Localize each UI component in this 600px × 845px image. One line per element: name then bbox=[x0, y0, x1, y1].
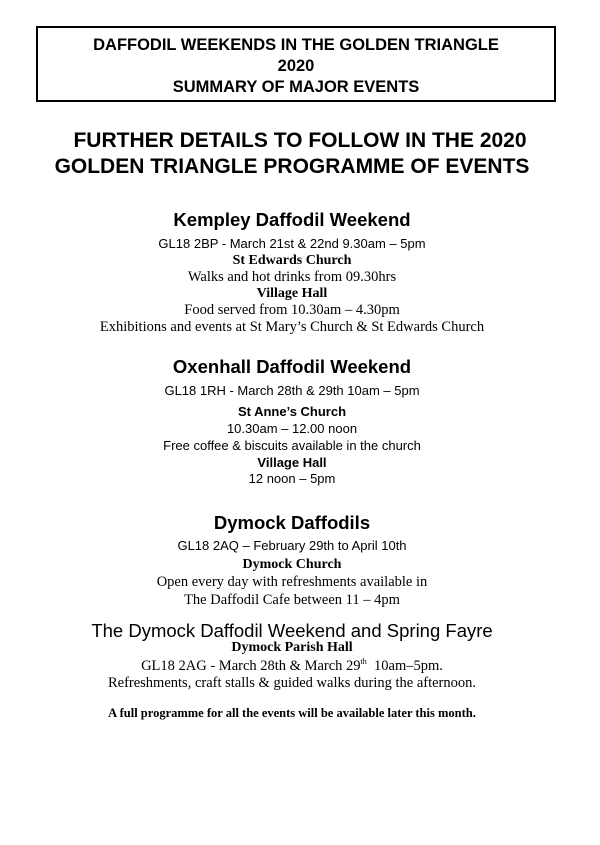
dymock-detail-2: The Daffodil Cafe between 11 – 4pm bbox=[184, 592, 400, 608]
oxenhall-title: Oxenhall Daffodil Weekend bbox=[172, 356, 412, 377]
oxenhall-hall: Village Hall bbox=[257, 455, 327, 470]
oxenhall-church-detail: Free coffee & biscuits available in the church bbox=[163, 438, 421, 453]
kempley-hall: Village Hall bbox=[256, 286, 328, 301]
dymock-when: GL18 2AQ – February 29th to April 10th bbox=[177, 538, 407, 553]
title-year: 2020 bbox=[277, 57, 315, 75]
oxenhall-church: St Anne’s Church bbox=[237, 404, 347, 419]
fayre-when-main: GL18 2AG - March 28th & March 29 bbox=[141, 657, 361, 674]
fayre-when bbox=[0, 657, 584, 675]
oxenhall-hall-time: 12 noon – 5pm bbox=[248, 471, 336, 486]
fayre-when-sup: th bbox=[360, 657, 367, 666]
kempley-when: GL18 2BP - March 21st & 22nd 9.30am – 5pm bbox=[158, 236, 426, 251]
intro-line-2: GOLDEN TRIANGLE PROGRAMME OF EVENTS bbox=[54, 155, 530, 178]
fayre-hall: Dymock Parish Hall bbox=[231, 640, 353, 655]
fayre-detail: Refreshments, craft stalls & guided walks during the afternoon. bbox=[107, 675, 477, 691]
title-line-3: SUMMARY OF MAJOR EVENTS bbox=[172, 78, 420, 96]
footer-note: A full programme for all the events will be available later this month. bbox=[108, 706, 476, 720]
fayre-when-time: 10am–5pm. bbox=[366, 657, 443, 674]
kempley-title: Kempley Daffodil Weekend bbox=[173, 209, 411, 230]
intro-heading bbox=[0, 128, 600, 180]
fayre-title: The Dymock Daffodil Weekend and Spring Fayre bbox=[91, 620, 493, 641]
title-line-1: DAFFODIL WEEKENDS IN THE GOLDEN TRIANGLE bbox=[93, 36, 499, 54]
dymock-church: Dymock Church bbox=[242, 557, 342, 572]
kempley-church-detail: Walks and hot drinks from 09.30hrs bbox=[187, 269, 397, 285]
oxenhall-when: GL18 1RH - March 28th & 29th 10am – 5pm bbox=[164, 383, 420, 398]
dymock-title: Dymock Daffodils bbox=[213, 512, 371, 533]
intro-line-1: FURTHER DETAILS TO FOLLOW IN THE 2020 bbox=[73, 129, 527, 152]
dymock-detail-1: Open every day with refreshments available in bbox=[156, 574, 428, 590]
kempley-church: St Edwards Church bbox=[232, 253, 352, 268]
oxenhall-church-time: 10.30am – 12.00 noon bbox=[226, 421, 358, 436]
kempley-extra: Exhibitions and events at St Mary’s Church & St Edwards Church bbox=[99, 319, 485, 335]
title-box bbox=[36, 26, 556, 102]
kempley-hall-detail: Food served from 10.30am – 4.30pm bbox=[184, 302, 400, 318]
